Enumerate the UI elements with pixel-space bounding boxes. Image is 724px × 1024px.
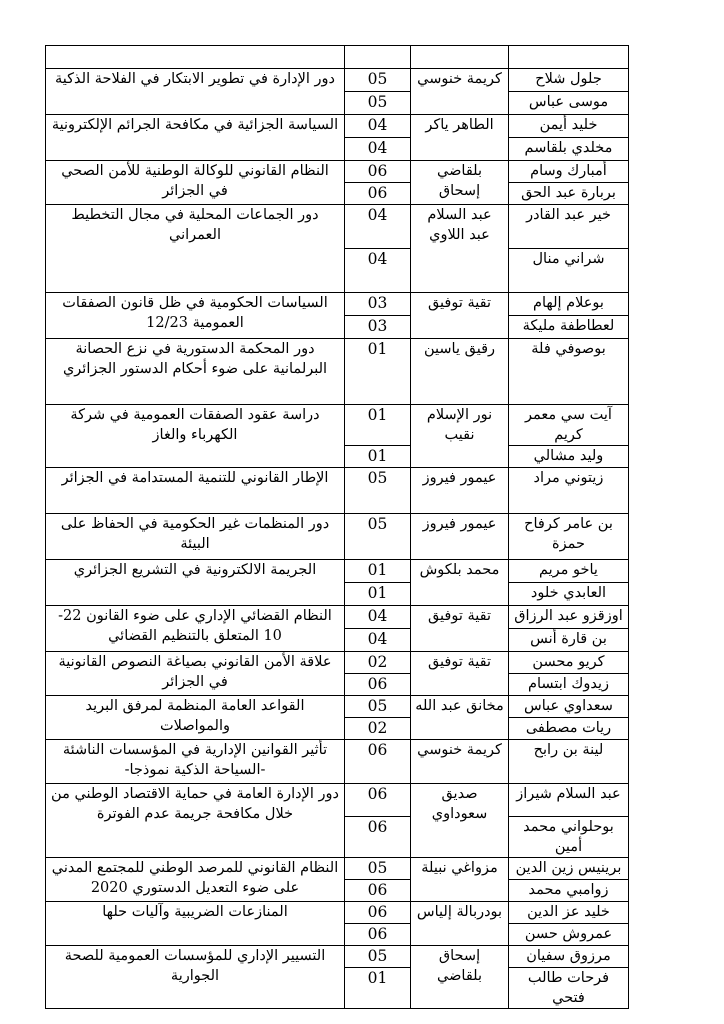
thesis-title: النظام القانوني للوكالة الوطنية للأمن الصحي في الجزائر	[46, 161, 345, 205]
supervisor-name	[411, 46, 509, 69]
thesis-title: السياسة الجزائية في مكافحة الجرائم الإلكترونية	[46, 115, 345, 161]
group-code: 01	[345, 583, 411, 606]
group-code: 06	[345, 880, 411, 902]
student-name: بن قارة أنس	[509, 629, 629, 652]
supervisor-name: محمد بلكوش	[411, 560, 509, 606]
thesis-title: النظام القضائي الإداري على ضوء القانون 22-10 المتعلق بالتنظيم القضائي	[46, 606, 345, 652]
group-code	[345, 46, 411, 69]
group-code: 01	[345, 446, 411, 468]
assignments-table	[45, 45, 629, 1009]
group-code: 06	[345, 674, 411, 696]
student-name	[509, 46, 629, 69]
group-code: 01	[345, 560, 411, 583]
student-name: سعداوي عباس	[509, 696, 629, 718]
group-code: 06	[345, 924, 411, 946]
group-code: 06	[345, 902, 411, 924]
table-row	[46, 205, 629, 249]
thesis-title: دور المنظمات غير الحكومية في الحفاظ على البيئة	[46, 514, 345, 560]
student-name: فرحات طالب فتحي	[509, 968, 629, 1009]
student-name: ياخو مريم	[509, 560, 629, 583]
table-row	[46, 652, 629, 674]
thesis-title	[46, 46, 345, 69]
group-code: 05	[345, 92, 411, 115]
thesis-title: السياسات الحكومية في ظل قانون الصفقات العمومية 12/23	[46, 293, 345, 339]
supervisor-name: عيمور فيروز	[411, 468, 509, 514]
supervisor-name: كريمة خنوسي	[411, 740, 509, 784]
group-code: 05	[345, 514, 411, 560]
student-name: آيت سي معمر كريم	[509, 405, 629, 446]
thesis-title: دور الإدارة في تطوير الابتكار في الفلاحة الذكية	[46, 69, 345, 115]
supervisor-name: إسحاق بلقاضي	[411, 946, 509, 1009]
student-name: عمروش حسن	[509, 924, 629, 946]
table-row	[46, 46, 629, 69]
table-row	[46, 784, 629, 817]
supervisor-name: مزواغي نبيلة	[411, 858, 509, 902]
table-row	[46, 514, 629, 560]
student-name: لعطاطفة مليكة	[509, 316, 629, 339]
group-code: 04	[345, 249, 411, 293]
supervisor-name: بلقاضي إسحاق	[411, 161, 509, 205]
thesis-title: النظام القانوني للمرصد الوطني للمجتمع المدني على ضوء التعديل الدستوري 2020	[46, 858, 345, 902]
table-row	[46, 339, 629, 405]
student-name: خير عبد القادر	[509, 205, 629, 249]
student-name: زيدوك ابتسام	[509, 674, 629, 696]
supervisor-name: تقية توفيق	[411, 652, 509, 696]
student-name: برينيس زين الدين	[509, 858, 629, 880]
table-row	[46, 468, 629, 514]
student-name: اوزقزو عبد الرزاق	[509, 606, 629, 629]
group-code: 06	[345, 740, 411, 784]
group-code: 01	[345, 968, 411, 1009]
table-row	[46, 902, 629, 924]
supervisor-name: عيمور فيروز	[411, 514, 509, 560]
student-name: موسى عباس	[509, 92, 629, 115]
group-code: 06	[345, 784, 411, 817]
group-code: 05	[345, 946, 411, 968]
group-code: 05	[345, 696, 411, 718]
table-row	[46, 161, 629, 183]
student-name: ريات مصطفى	[509, 718, 629, 740]
student-name: جلول شلاح	[509, 69, 629, 92]
student-name: لينة بن رابح	[509, 740, 629, 784]
student-name: خليد أيمن	[509, 115, 629, 138]
table-row	[46, 293, 629, 316]
student-name: عبد السلام شيراز	[509, 784, 629, 817]
group-code: 03	[345, 293, 411, 316]
supervisor-name: تقية توفيق	[411, 606, 509, 652]
student-name: العابدي خلود	[509, 583, 629, 606]
student-name: بوحلواني محمد أمين	[509, 817, 629, 858]
thesis-title: المنازعات الضريبية وآليات حلها	[46, 902, 345, 946]
group-code: 04	[345, 205, 411, 249]
student-name: شراني منال	[509, 249, 629, 293]
group-code: 04	[345, 115, 411, 138]
supervisor-name: نور الإسلام نقيب	[411, 405, 509, 468]
supervisor-name: مخانق عبد الله	[411, 696, 509, 740]
group-code: 06	[345, 183, 411, 205]
group-code: 05	[345, 69, 411, 92]
table-row	[46, 405, 629, 446]
thesis-title: دراسة عقود الصفقات العمومية في شركة الكهرباء والغاز	[46, 405, 345, 468]
supervisor-name: الطاهر ياكر	[411, 115, 509, 161]
thesis-title: دور الإدارة العامة في حماية الاقتصاد الوطني من خلال مكافحة جريمة عدم الفوترة	[46, 784, 345, 858]
group-code: 02	[345, 718, 411, 740]
group-code: 01	[345, 339, 411, 405]
table-row	[46, 858, 629, 880]
group-code: 02	[345, 652, 411, 674]
supervisor-name: كريمة خنوسي	[411, 69, 509, 115]
table-row	[46, 946, 629, 968]
supervisor-name: بودربالة إلياس	[411, 902, 509, 946]
group-code: 05	[345, 468, 411, 514]
student-name: كريو محسن	[509, 652, 629, 674]
student-name: مرزوق سفيان	[509, 946, 629, 968]
table-row	[46, 115, 629, 138]
table-row	[46, 560, 629, 583]
thesis-title: التسيير الإداري للمؤسسات العمومية للصحة الجوارية	[46, 946, 345, 1009]
student-name: بربارة عبد الحق	[509, 183, 629, 205]
thesis-title: دور المحكمة الدستورية في نزع الحصانة البرلمانية على ضوء أحكام الدستور الجزائري	[46, 339, 345, 405]
supervisor-name: صديق سعوداوي	[411, 784, 509, 858]
supervisor-name: عبد السلام عبد اللاوي	[411, 205, 509, 293]
student-name: وليد مشالي	[509, 446, 629, 468]
student-name: زوامبي محمد	[509, 880, 629, 902]
student-name: بن عامر كرفاح حمزة	[509, 514, 629, 560]
group-code: 04	[345, 606, 411, 629]
student-name: زيتوني مراد	[509, 468, 629, 514]
group-code: 04	[345, 138, 411, 161]
thesis-title: تأثير القوانين الإدارية في المؤسسات الناشئة -السياحة الذكية نموذجا-	[46, 740, 345, 784]
group-code: 06	[345, 817, 411, 858]
thesis-title: علاقة الأمن القانوني بصياغة النصوص القانونية في الجزائر	[46, 652, 345, 696]
student-name: بوعلام إلهام	[509, 293, 629, 316]
supervisor-name: تقية توفيق	[411, 293, 509, 339]
group-code: 01	[345, 405, 411, 446]
group-code: 05	[345, 858, 411, 880]
student-name: أمبارك وسام	[509, 161, 629, 183]
table-row	[46, 606, 629, 629]
group-code: 06	[345, 161, 411, 183]
supervisor-name: رقيق ياسين	[411, 339, 509, 405]
student-name: خليد عز الدين	[509, 902, 629, 924]
table-row	[46, 740, 629, 784]
group-code: 04	[345, 629, 411, 652]
table-row	[46, 69, 629, 92]
thesis-title: القواعد العامة المنظمة لمرفق البريد والمواصلات	[46, 696, 345, 740]
table-row	[46, 696, 629, 718]
student-name: بوصوفي فلة	[509, 339, 629, 405]
thesis-title: دور الجماعات المحلية في مجال التخطيط العمراني	[46, 205, 345, 293]
thesis-title: الإطار القانوني للتنمية المستدامة في الجزائر	[46, 468, 345, 514]
thesis-title: الجريمة الالكترونية في التشريع الجزائري	[46, 560, 345, 606]
student-name: مخلدي بلقاسم	[509, 138, 629, 161]
group-code: 03	[345, 316, 411, 339]
